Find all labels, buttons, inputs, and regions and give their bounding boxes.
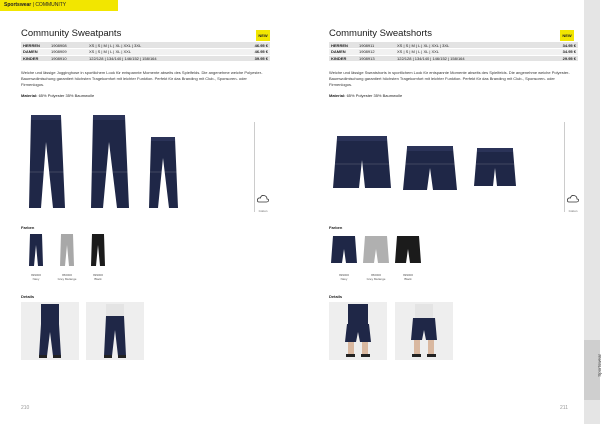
pants-kids-image xyxy=(149,137,178,208)
row-sizes: XS | S | M | L | XL | XXL | 3XL xyxy=(87,42,246,49)
sidebar-tab-label: Sportswear xyxy=(597,354,602,377)
row-label: DAMEN xyxy=(21,49,49,56)
material-line xyxy=(329,93,402,98)
pants-front-image xyxy=(29,115,65,208)
row-price: 34.95 € xyxy=(554,49,578,56)
row-sizes: XS | S | M | L | XL | XXL xyxy=(87,49,246,56)
swatch-name: Black xyxy=(94,277,102,281)
row-sku: 1908913 xyxy=(357,55,395,62)
row-label: KINDER xyxy=(21,55,49,62)
shorts-black-thumb xyxy=(393,233,423,267)
swatch-code: 999000 xyxy=(338,273,349,277)
swatch-code: 999000 xyxy=(30,273,41,277)
material-label: Material: xyxy=(329,93,346,98)
swatch-code: 999000 xyxy=(402,273,413,277)
product-description: Weiche und lässige Sweatshorts in sportlichem Look für entspannte Momente abseits des Spielfelds. Die angenehme weiche Polyester-Baumwollmischung garantiert höchsten Tragekomfort mit leichter Funktion. Perfekt für das Branding mit Club-, Sponsoren- oder Firmenlogos. xyxy=(329,70,570,87)
swatch-name: Grey Melange xyxy=(366,277,386,281)
page-title: Community Sweatshorts xyxy=(329,28,432,39)
color-swatch[interactable] xyxy=(361,233,391,281)
new-badge: NEW xyxy=(560,30,574,41)
swatch-code: 999000 xyxy=(92,273,103,277)
material-label: Material: xyxy=(21,93,38,98)
row-sku: 1908911 xyxy=(357,42,395,49)
row-price: 34.95 € xyxy=(554,42,578,49)
detail-photo-front xyxy=(329,302,387,360)
product-description: Weiche und lässige Jogginghose in sportlichem Look für entspannte Momente abseits des Spielfelds. Die angenehme weiche Polyester-Baumwollmischung garantiert höchsten Tragekomfort mit leichter Funktion. Perfekt für das Branding mit Club-, Sponsoren- oder Firmenlogos. xyxy=(21,70,263,87)
table-row xyxy=(21,55,270,62)
details-heading: Details xyxy=(21,294,35,299)
left-page xyxy=(0,0,296,424)
row-sku: 1908908 xyxy=(49,42,87,49)
colors-heading: Farben xyxy=(21,225,35,230)
color-swatch[interactable] xyxy=(21,233,51,281)
color-swatch[interactable] xyxy=(52,233,82,281)
row-label: HERREN xyxy=(21,42,49,49)
row-sku: 1908910 xyxy=(49,55,87,62)
page-title: Community Sweatpants xyxy=(21,28,122,39)
divider xyxy=(564,122,565,212)
size-price-table xyxy=(21,42,270,62)
right-page xyxy=(304,0,584,424)
row-price: 39.95 € xyxy=(246,55,270,62)
row-label: HERREN xyxy=(329,42,357,49)
row-sizes: 122/128 | 134/140 | 146/152 | 158/164 xyxy=(395,55,554,62)
shorts-back-image xyxy=(403,146,457,190)
row-sizes: 122/128 | 134/140 | 146/152 | 158/164 xyxy=(87,55,246,62)
material-value: 65% Polyester 35% Baumwolle xyxy=(38,93,95,98)
cloud-icon xyxy=(567,194,579,203)
cotton-label: Cotton xyxy=(568,209,578,213)
row-sku: 1908909 xyxy=(49,49,87,56)
row-price: 46.95 € xyxy=(246,49,270,56)
detail-photo-back xyxy=(395,302,453,360)
detail-photo-front xyxy=(21,302,79,360)
details-heading: Details xyxy=(329,294,343,299)
row-sku: 1908912 xyxy=(357,49,395,56)
size-price-table xyxy=(329,42,578,62)
row-label: DAMEN xyxy=(329,49,357,56)
shorts-navy-thumb xyxy=(329,233,359,267)
material-line xyxy=(21,93,94,98)
swatch-name: Navy xyxy=(340,277,348,281)
swatch-name: Grey Melange xyxy=(57,277,77,281)
pants-grey-thumb xyxy=(52,233,82,267)
detail-photo-back xyxy=(86,302,144,360)
product-images xyxy=(329,112,561,212)
swatch-code: 950000 xyxy=(370,273,381,277)
swatch-name: Navy xyxy=(32,277,40,281)
page-number: 210 xyxy=(21,405,30,411)
row-sizes: XS | S | M | L | XL | XXL xyxy=(395,49,554,56)
cotton-feature xyxy=(566,190,580,213)
product-images xyxy=(21,112,251,212)
divider xyxy=(254,122,255,212)
section-tag: Sportswear | COMMUNITY xyxy=(0,0,118,11)
material-value: 65% Polyester 35% Baumwolle xyxy=(346,93,403,98)
color-swatch[interactable] xyxy=(83,233,113,281)
swatch-code: 950000 xyxy=(61,273,72,277)
table-row xyxy=(329,55,578,62)
row-sizes: XS | S | M | L | XL | XXL | 3XL xyxy=(395,42,554,49)
swatch-name: Black xyxy=(404,277,412,281)
pants-black-thumb xyxy=(83,233,113,267)
section-label: COMMUNITY xyxy=(35,2,67,8)
shorts-kids-image xyxy=(474,148,516,186)
row-price: 46.95 € xyxy=(246,42,270,49)
cotton-feature xyxy=(256,190,270,213)
shorts-grey-thumb xyxy=(361,233,391,267)
color-swatch[interactable] xyxy=(329,233,359,281)
colors-heading: Farben xyxy=(329,225,343,230)
page-number: 211 xyxy=(560,405,568,411)
cloud-icon xyxy=(257,194,269,203)
shorts-front-image xyxy=(333,136,391,188)
color-swatch[interactable] xyxy=(393,233,423,281)
row-label: KINDER xyxy=(329,55,357,62)
cotton-label: Cotton xyxy=(258,209,268,213)
new-badge: NEW xyxy=(256,30,270,41)
pants-navy-thumb xyxy=(21,233,51,267)
row-price: 29.95 € xyxy=(554,55,578,62)
category-label: Sportswear xyxy=(4,2,32,8)
pants-back-image xyxy=(91,115,129,208)
